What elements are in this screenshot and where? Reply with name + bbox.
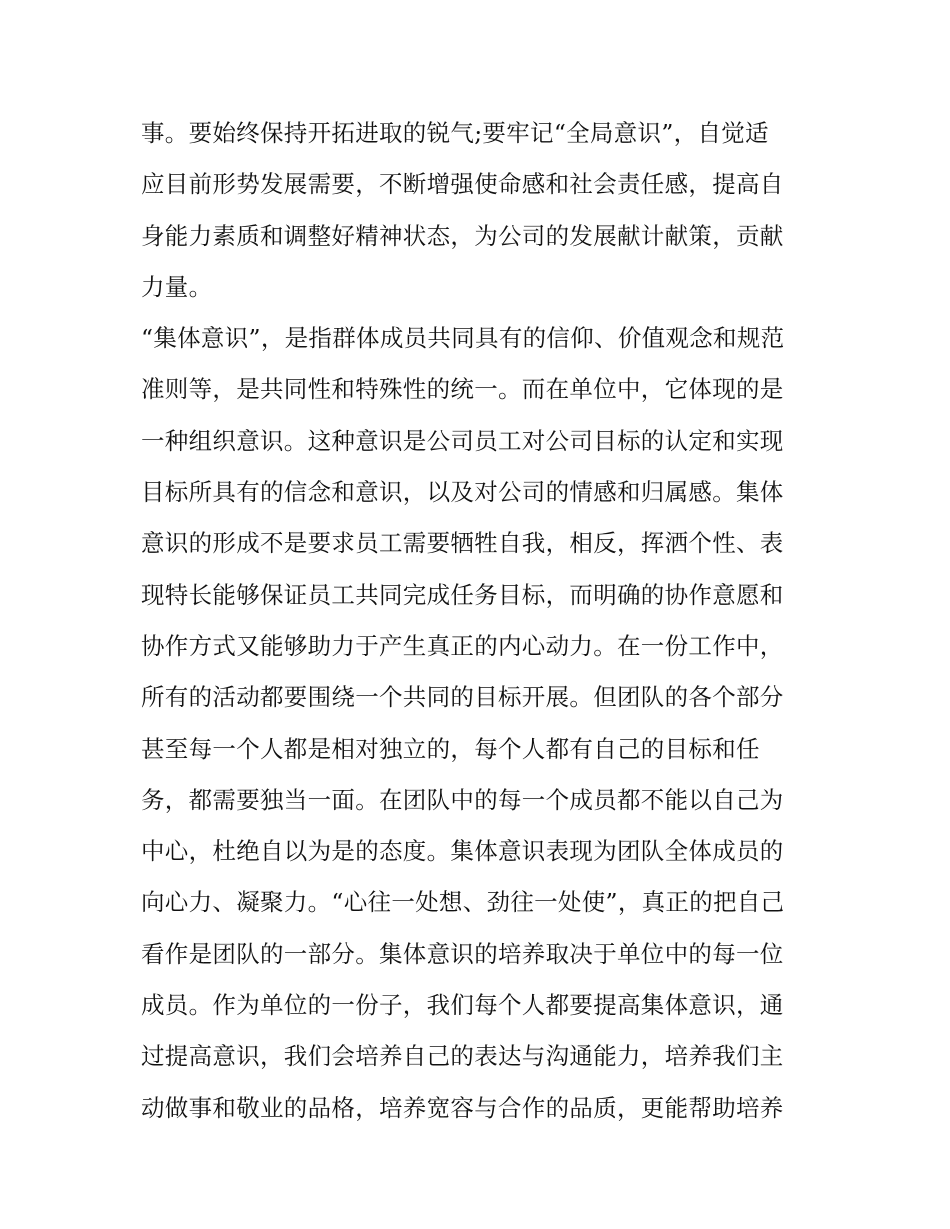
body-text (141, 108, 821, 1134)
text-line: 意识的形成不是要求员工需要牺牲自我，相反，挥洒个性、表 (141, 529, 784, 558)
text-line: 所有的活动都要围绕一个共同的目标开展。但团队的各个部分 (141, 683, 784, 712)
text-line: 一种组织意识。这种意识是公司员工对公司目标的认定和实现 (141, 426, 784, 455)
text-line: 应目前形势发展需要，不断增强使命感和社会责任感，提高自 (141, 170, 784, 199)
text-line: 身能力素质和调整好精神状态，为公司的发展献计献策，贡献 (141, 221, 784, 250)
text-line: 甚至每一个人都是相对独立的，每个人都有自己的目标和任 (141, 734, 760, 763)
text-line: 力量。 (141, 272, 213, 301)
text-line: 现特长能够保证员工共同完成任务目标，而明确的协作意愿和 (141, 580, 784, 609)
text-line: 过提高意识，我们会培养自己的表达与沟通能力，培养我们主 (141, 1042, 784, 1071)
text-line: 务，都需要独当一面。在团队中的每一个成员都不能以自己为 (141, 785, 784, 814)
text-line: 事。要始终保持开拓进取的锐气;要牢记“全局意识”，自觉适 (141, 119, 769, 147)
text-line: 成员。作为单位的一份子，我们每个人都要提高集体意识，通 (141, 991, 784, 1020)
text-line: 动做事和敬业的品格，培养宽容与合作的品质，更能帮助培养 (141, 1093, 784, 1122)
text-line: 目标所具有的信念和意识，以及对公司的情感和归属感。集体 (141, 478, 784, 507)
text-line: 看作是团队的一部分。集体意识的培养取决于单位中的每一位 (141, 939, 784, 968)
text-line: “集体意识”，是指群体成员共同具有的信仰、价值观念和规范 (141, 324, 785, 353)
text-line: 中心，杜绝自以为是的态度。集体意识表现为团队全体成员的 (141, 837, 784, 866)
text-line: 准则等，是共同性和特殊性的统一。而在单位中，它体现的是 (141, 375, 784, 404)
text-line: 向心力、凝聚力。“心往一处想、劲往一处使”，真正的把自己 (141, 888, 785, 917)
text-line: 协作方式又能够助力于产生真正的内心动力。在一份工作中， (141, 631, 784, 660)
